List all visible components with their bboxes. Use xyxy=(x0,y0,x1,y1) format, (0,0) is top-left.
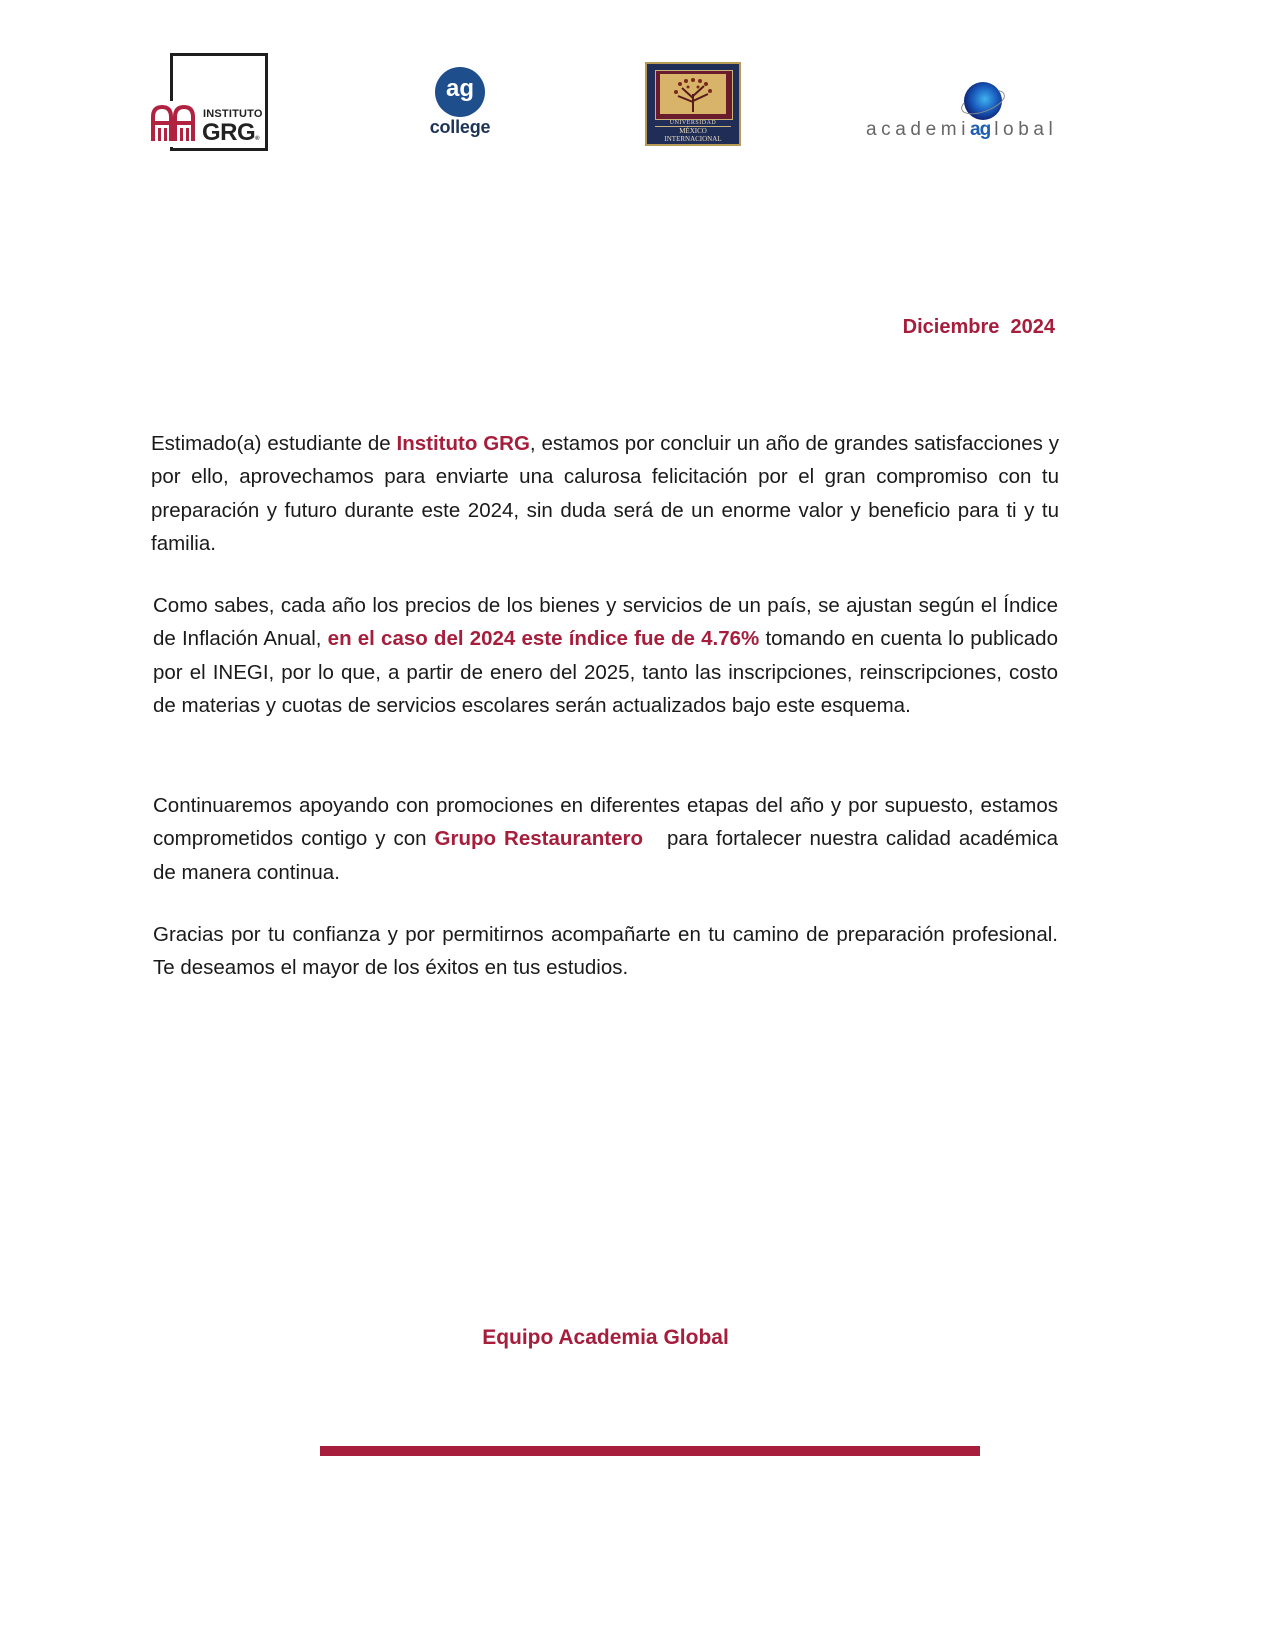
umi-text-internacional: INTERNACIONAL xyxy=(664,135,722,143)
umi-text-universidad: UNIVERSIDAD xyxy=(669,120,717,126)
footer-accent-bar xyxy=(320,1446,980,1456)
academia-global-logo xyxy=(866,80,1066,148)
ag-college-logo xyxy=(424,67,496,142)
academia-global-wordmark: academiag lobal xyxy=(866,119,1058,140)
umi-crest xyxy=(655,70,733,120)
highlight-instituto-grg: Instituto GRG xyxy=(396,432,530,455)
ag-college-label: college xyxy=(429,117,491,137)
instituto-grg-logo xyxy=(148,53,274,156)
paragraph-promotions: Continuaremos apoyando con promociones en diferentes etapas del año y por supuesto, estamos comprometidos contigo y con Grupo Restaurantero para fortalecer nuestra calidad académica de manera continua. xyxy=(153,794,1064,884)
highlight-inflation-index: en el caso del 2024 este índice fue de 4.76% xyxy=(327,627,760,651)
signature: Equipo Academia Global xyxy=(482,1326,729,1349)
tree-icon xyxy=(660,74,726,114)
paragraph-greeting: Estimado(a) estudiante de Instituto GRG, estamos por concluir un año de grandes satisfacciones y por ello, aprovechamos para enviarte una calurosa felicitación por el gran compromiso con tu preparación y futuro durante este 2024, sin duda será de un enorme valor y beneficio para ti y tu familia. xyxy=(151,432,1059,556)
paragraph-inflation: Como sabes, cada año los precios de los bienes y servicios de un país, se ajustan según el Índice de Inflación Anual, en el caso del 2024 este índice fue de 4.76% tomando en cuenta lo publicado por el INEGI, por lo que, a partir de enero del 2025, tanto las inscripciones, reinscripciones, costo de materias y cuotas de servicios escolares serán actualizados bajo este esquema. xyxy=(153,594,1058,718)
paragraph-thanks: Gracias por tu confianza y por permitirnos acompañarte en tu camino de preparación profesional. Te deseamos el mayor de los éxitos en tus estudios. xyxy=(153,923,1058,980)
highlight-grupo-restaurantero: Grupo Restaurantero xyxy=(434,827,644,851)
universidad-mexico-internacional-logo xyxy=(645,62,741,146)
grg-building-icon xyxy=(150,103,200,143)
umi-text-mexico: MÉXICO xyxy=(679,127,707,135)
letter-date: Diciembre 2024 xyxy=(902,316,1055,338)
logo-text-instituto: INSTITUTO xyxy=(203,108,263,120)
logo-text-grg: GRG® xyxy=(202,119,260,146)
ag-college-mark: ag xyxy=(435,67,485,117)
